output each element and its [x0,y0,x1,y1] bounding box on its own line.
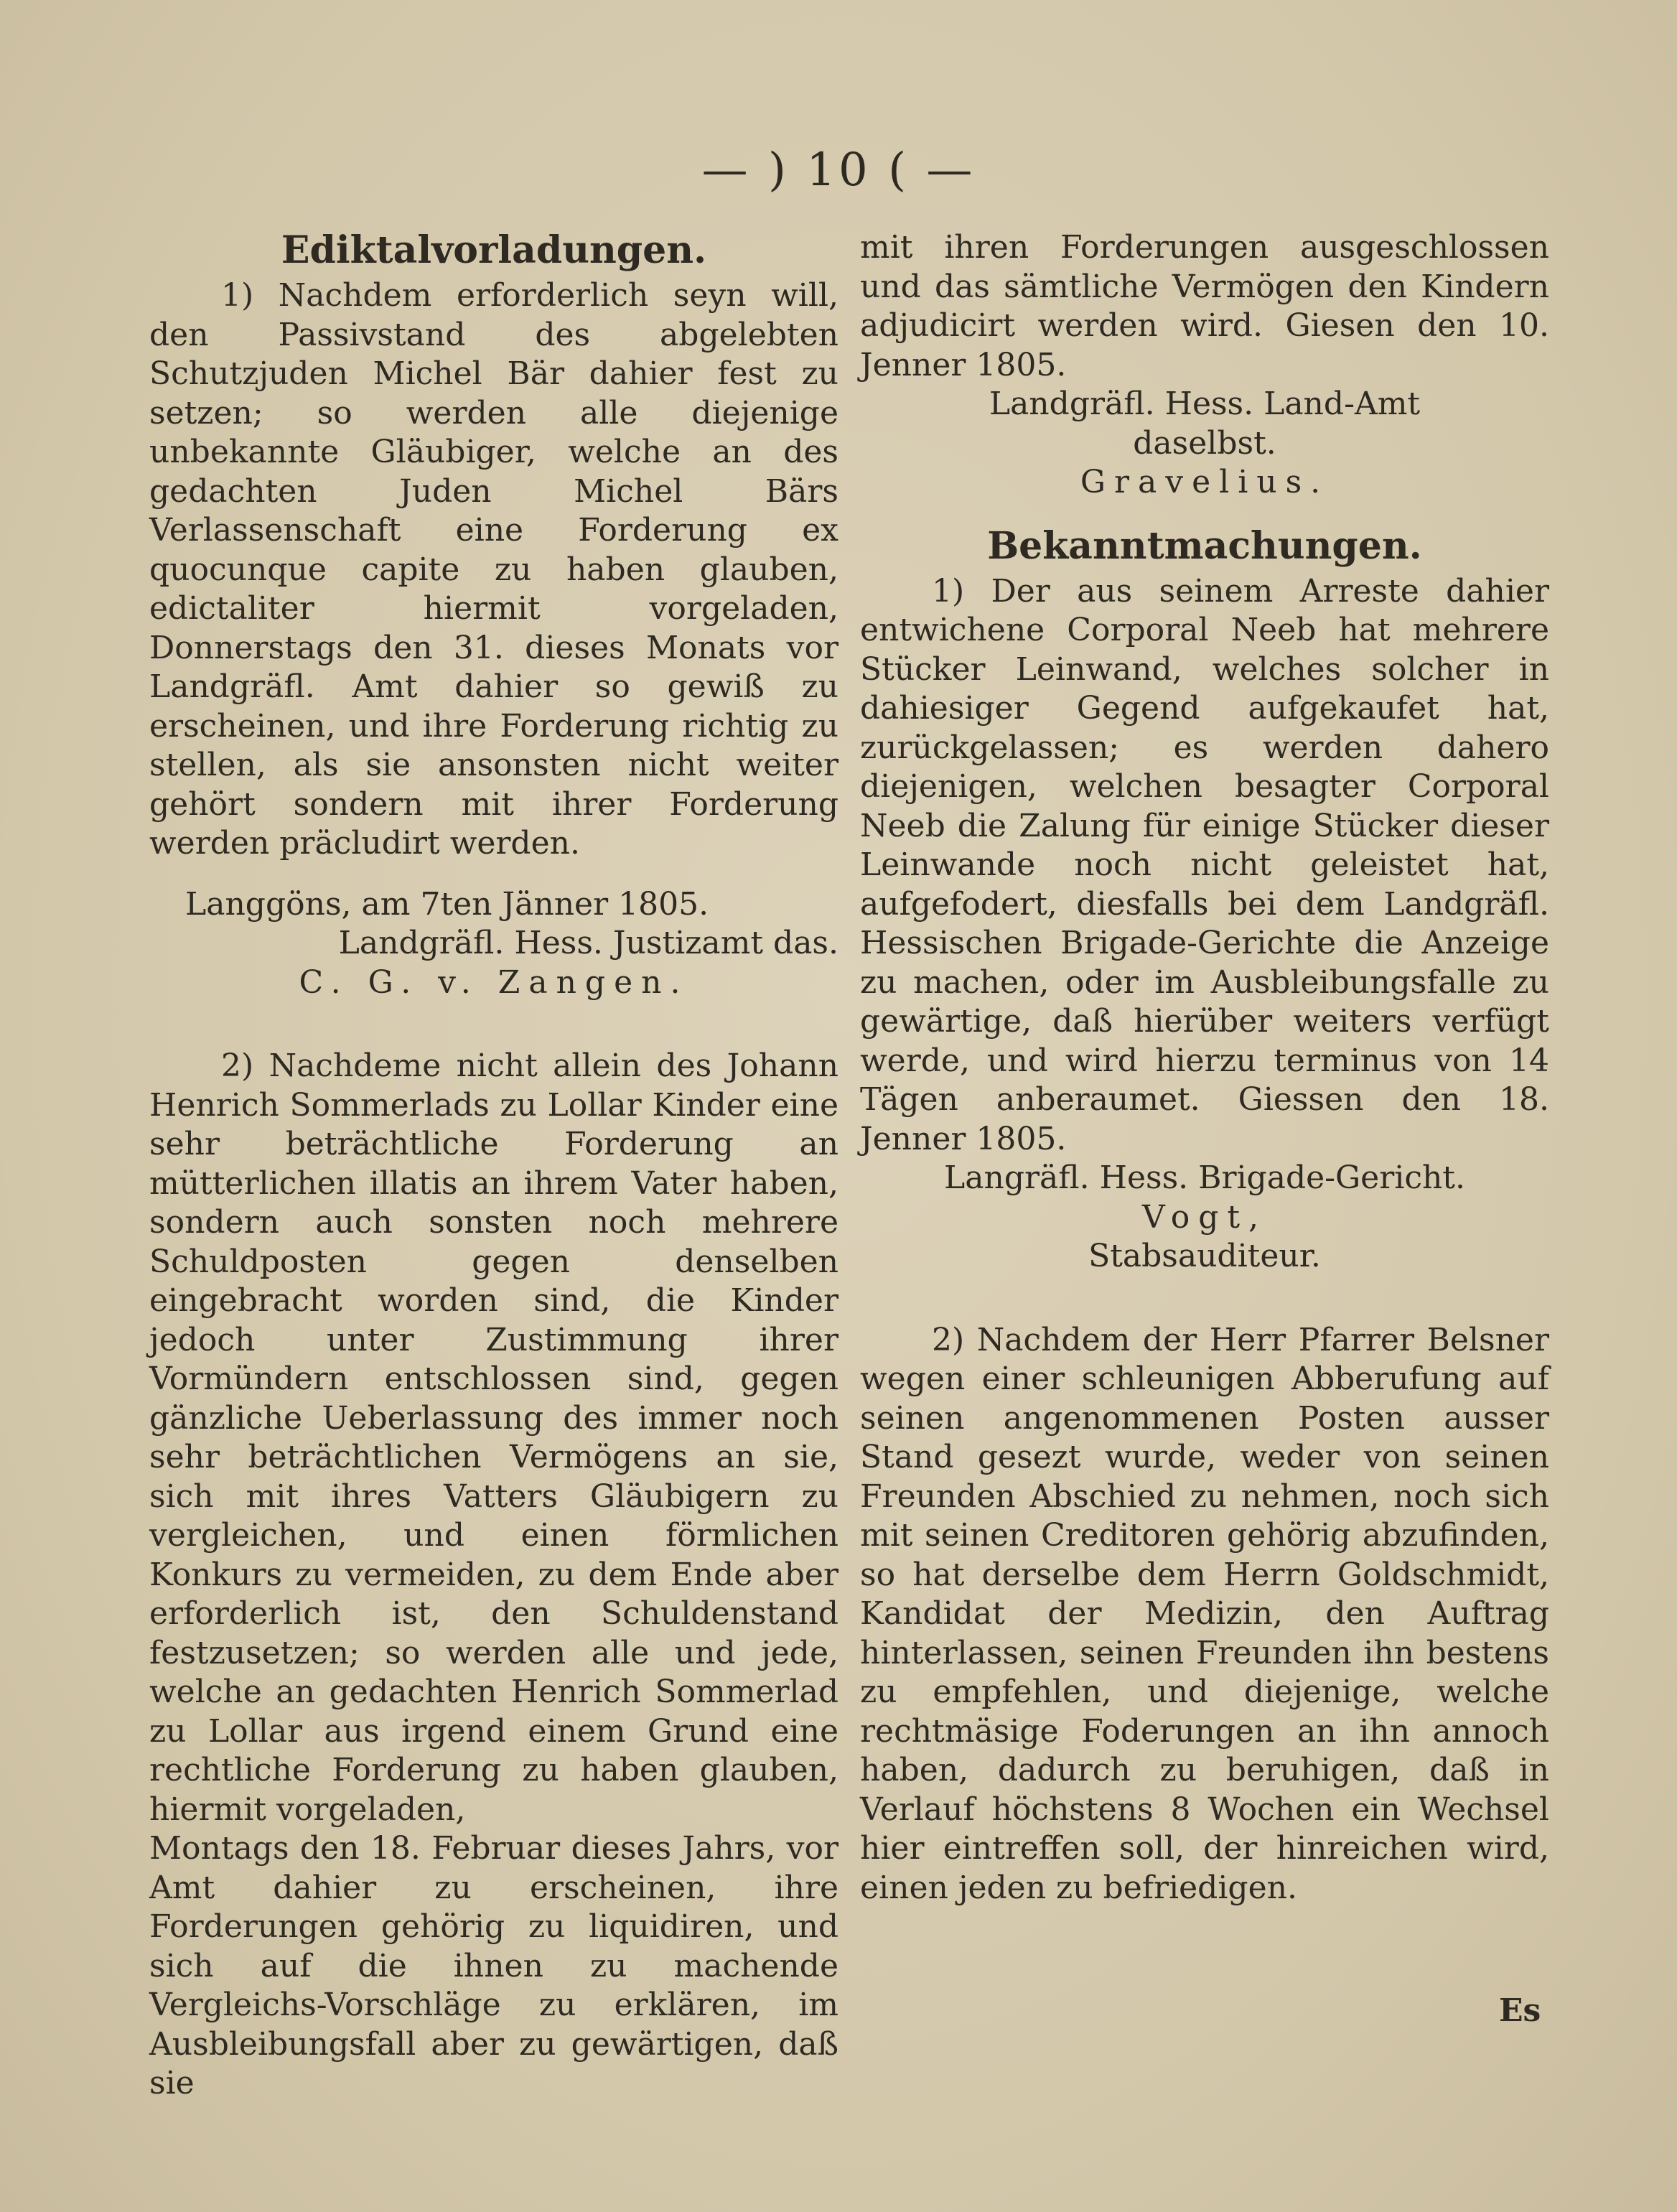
page-number-header: — ) 10 ( — [701,144,976,197]
place-date-1: Langgöns, am 7ten Jänner 1805. [185,885,709,923]
signature-name-2: Gravelius. [1080,464,1330,500]
notice-paragraph-2-end: mit ihren Forderungen ausgeschlossen und das sämtliche Vermögen den Kindern adjudicirt werden wird. Giesen den 10. Jenner 1805. [860,229,1549,383]
announcement-paragraph-1: 1) Der aus seinem Arreste dahier entwichene Corporal Neeb hat mehrere Stücker Leinwand, welches solcher in dahiesiger Gegend aufgekaufet hat, zurückgelassen; es werden dahero diejenigen, welchen besagter Corporal Neeb die Zalung für einige Stücker dieser Leinwande noch nicht geleistet hat, aufgefodert, diesfalls bei dem Landgräfl. Hessischen Brigade-Gerichte die Anzeige zu machen, oder im Ausbleibungsfalle zu gewärtige, daß hierüber weiters verfügt werde, und wird hierzu terminus von 14 Tägen anberaumet. Giessen den 18. Jenner 1805. [860,572,1549,1157]
signature-office-2: Landgräfl. Hess. Land-Amt [989,386,1421,422]
signature-office-1: Landgräfl. Hess. Justizamt das. [338,925,838,961]
signature-name-1: C. G. v. Zangen. [299,963,689,1001]
right-column [860,228,1549,1908]
signature-place-2: daselbst. [1133,424,1276,462]
notice-paragraph-1: 1) Nachdem erforderlich seyn will, den Passivstand des abgelebten Schutzjuden Michel Bär dahier fest zu setzen; so werden alle diejenige unbekannte Gläubiger, welche an des gedachten Juden Michel Bärs Verlassenschaft eine Forderung ex quocunque capite zu haben glauben, edictaliter hiermit vorgeladen, Donnerstags den 31. dieses Monats vor Landgräfl. Amt dahier so gewiß zu erscheinen, und ihre Forderung richtig zu stellen, als sie ansonsten nicht weiter gehört sondern mit ihrer Forderung werden präcludirt werden. [149,277,838,862]
notice-paragraph-2: 2) Nachdeme nicht allein des Johann Henrich Sommerlads zu Lollar Kinder eine sehr beträchtliche Forderung an mütterlichen illatis an ihrem Vater haben, sondern auch sonsten noch mehrere Schuldposten gegen denselben eingebracht worden sind, die Kinder jedoch unter Zustimmung ihrer Vormündern entschlossen sind, gegen gänzliche Ueberlassung des immer noch sehr beträchtlichen Vermögens an sie, sich mit ihres Vatters Gläubigern zu vergleichen, und einen förmlichen Konkurs zu vermeiden, zu dem Ende aber erforderlich ist, den Schuldenstand festzusetzen; so werden alle und jede, welche an gedachten Henrich Sommerlad zu Lollar aus irgend einem Grund eine rechtliche Forderung zu haben glauben, hiermit vorgeladen, [149,1047,838,1828]
notice-paragraph-2-continued: Montags den 18. Februar dieses Jahrs, vor Amt dahier zu erscheinen, ihre Forderungen gehörig zu liquidiren, und sich auf die ihnen zu machende Vergleichs-Vorschläge zu erklären, im Ausbleibungsfall aber zu gewärtigen, daß sie [149,1830,838,2101]
catchword: Es [1499,1992,1541,2029]
section-heading-edictal-summons: Ediktalvorladungen. [281,228,707,272]
left-column [149,228,838,2104]
signature-name-3: Vogt, [1141,1198,1268,1236]
section-heading-announcements: Bekanntmachungen. [987,523,1422,568]
signature-office-3: Langräfl. Hess. Brigade-Gericht. [944,1159,1465,1196]
announcement-paragraph-2: 2) Nachdem der Herr Pfarrer Belsner wegen einer schleunigen Abberufung auf seinen angenommenen Posten ausser Stand gesezt wurde, weder von seinen Freunden Abschied zu nehmen, noch sich mit seinen Creditoren gehörig abzufinden, so hat derselbe dem Herrn Goldschmidt, Kandidat der Medizin, den Auftrag hinterlassen, seinen Freunden ihn bestens zu empfehlen, und diejenige, welche rechtmäsige Foderungen an ihn annoch haben, dadurch zu beruhigen, daß in Verlauf höchstens 8 Wochen ein Wechsel hier eintreffen soll, der hinreichen wird, einen jeden zu befriedigen. [860,1321,1549,1906]
signature-title-3: Stabsauditeur. [1088,1238,1321,1274]
